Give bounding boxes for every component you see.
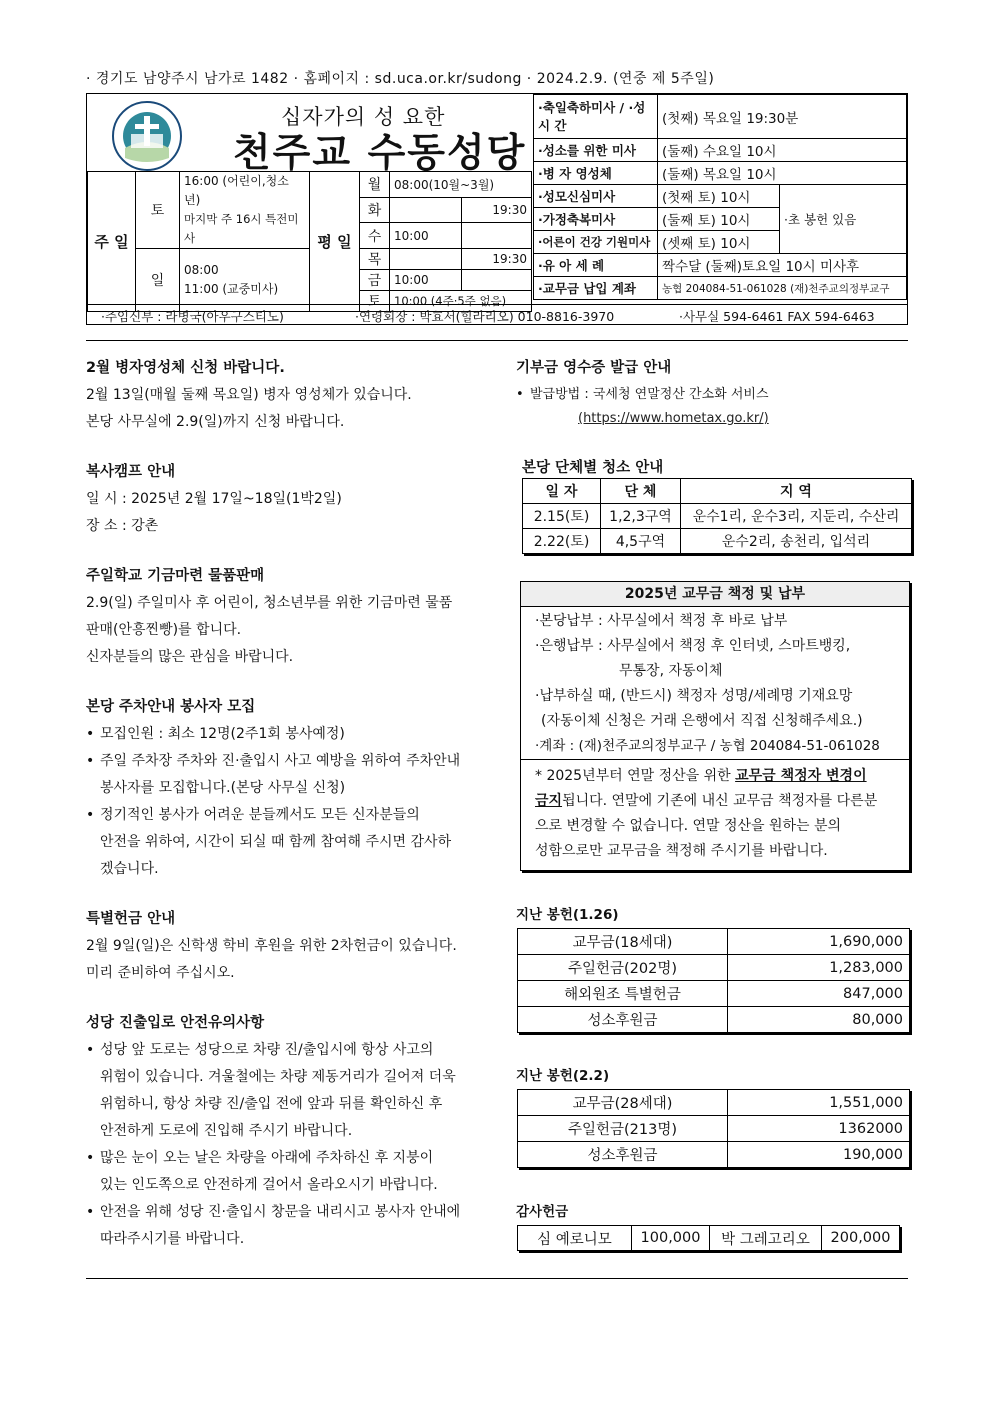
sun-label: 일	[136, 249, 180, 312]
special-offering-text-1: 2월 9일(일)은 신학생 학비 후원을 위한 2차헌금이 있습니다.	[86, 938, 457, 954]
clean-header-area: 지 역	[681, 479, 912, 504]
candle-note: ·초 봉헌 있음	[780, 185, 907, 254]
altar-camp-title: 복사캠프 안내	[86, 464, 176, 480]
sched-value-5: (둘째 토) 10시	[658, 208, 780, 231]
thanks-offering-title: 감사헌금	[516, 1204, 569, 1220]
sched-value-8: 농협 204084-51-061028 (재)천주교의정부교구	[658, 277, 907, 300]
altar-camp-date: 일 시 : 2025년 2월 17일~18일(1박2일)	[86, 491, 342, 507]
donor-name: 박 그레고리오	[710, 1226, 822, 1251]
sched-value-7: 짝수달 (둘째)토요일 10시 미사후	[658, 254, 907, 277]
clean-header-group: 단 체	[601, 479, 681, 504]
thu-pm: 19:30	[462, 249, 532, 270]
sched-value-2: (둘째) 수요일 10시	[658, 139, 907, 162]
mass-times-table	[87, 171, 532, 312]
header-address-line: · 경기도 남양주시 남가로 1482 · 홈페이지 : sd.uca.or.kr/sudong · 2024.2.9. (연중 제 5주일)	[86, 71, 715, 87]
offering-22-title: 지난 봉헌(2.2)	[516, 1068, 610, 1084]
day-wed: 수	[360, 223, 390, 249]
wed-am: 10:00	[390, 223, 462, 249]
donor-amount: 100,000	[632, 1226, 710, 1251]
table-row	[523, 529, 912, 554]
sat-time-2: 마지막 주 16시 특전미사	[184, 212, 299, 245]
sunday-label: 주 일	[88, 172, 136, 312]
wed-pm	[462, 223, 532, 249]
clean-cell: 4,5구역	[601, 529, 681, 554]
offering-label: 해외원조 특별헌금	[518, 981, 728, 1007]
day-mon: 월	[360, 172, 390, 198]
parking-bullet-1: • 모집인원 : 최소 12명(2주1회 봉사예정)	[86, 721, 486, 748]
tithe-note: * 2025년부터 연말 정산을 위한 교무금 책정자 변경이 금지됩니다. 연말에 기존에 내신 교무금 책정자를 다른분 으로 변경할 수 없습니다. 연말 정산을 원하는 분의 성함으로만 교무금을 책정해 주시기를 바랍니다.	[521, 759, 909, 866]
day-tue: 화	[360, 197, 390, 223]
sick-communion-text-1: 2월 13일(매월 둘째 목요일) 병자 영성체가 있습니다.	[86, 387, 412, 403]
offering-label: 성소후원금	[518, 1142, 728, 1168]
offering-amount: 190,000	[728, 1142, 910, 1168]
table-row	[518, 1007, 910, 1033]
parking-bullet-3: • 정기적인 봉사가 어려운 분들께서도 모든 신자분들의 안전을 위하여, 시간이 되실 때 함께 참여해 주시면 감사하 겠습니다.	[86, 802, 486, 883]
cleaning-table	[522, 478, 912, 554]
road-safety-bullet-2: • 많은 눈이 오는 날은 차량을 아래에 주차하신 후 지붕이 있는 인도쪽으로 안전하게 걸어서 올라오시기 바랍니다.	[86, 1145, 486, 1199]
fri-pm	[462, 270, 532, 291]
sick-communion-text-2: 본당 사무실에 2.9(일)까지 신청 바랍니다.	[86, 414, 345, 430]
clean-cell: 2.15(토)	[523, 504, 601, 529]
fundraiser-text-3: 신자분들의 많은 관심을 바랍니다.	[86, 649, 294, 665]
fundraiser-text-1: 2.9(일) 주일미사 후 어린이, 청소년부를 위한 기금마련 물품	[86, 595, 453, 611]
offering-126-title: 지난 봉헌(1.26)	[516, 907, 619, 923]
special-mass-schedule	[533, 94, 907, 300]
sun-time-2: 11:00 (교중미사)	[184, 282, 279, 296]
offering-label: 성소후원금	[518, 1007, 728, 1033]
receipt-method: • 발급방법 : 국세청 연말정산 간소화 서비스	[516, 382, 916, 408]
sched-label-4: ·성모신심미사	[534, 185, 658, 208]
office-info: ·사무실 594-6461 FAX 594-6463	[679, 309, 875, 324]
donor-amount: 200,000	[822, 1226, 900, 1251]
offering-amount: 1,551,000	[728, 1090, 910, 1116]
left-column	[86, 356, 486, 1253]
table-row	[518, 1090, 910, 1116]
offering-amount: 1362000	[728, 1116, 910, 1142]
president-info: ·연령회장 : 박효서(힐라리오) 010-8816-3970	[355, 309, 615, 324]
sched-label-7: ·유 아 세 례	[534, 254, 658, 277]
offering-label: 주일헌금(213명)	[518, 1116, 728, 1142]
cleaning-title: 본당 단체별 청소 안내	[522, 460, 664, 476]
road-safety-bullet-1: • 성당 앞 도로는 성당으로 차량 진/출입시에 항상 사고의 위험이 있습니다. 겨울철에는 차량 제동거리가 길어져 더욱 위험하니, 항상 차량 진/출입 전에 앞과 뒤를 확인하신 후 안전하게 도로에 진입해 주시기 바랍니다.	[86, 1037, 486, 1145]
sched-value-1: (첫째) 목요일 19:30분	[658, 95, 907, 139]
parish-title: 천주교 수동성당	[233, 130, 527, 176]
day-fri: 금	[360, 270, 390, 291]
offering-126-table	[517, 928, 910, 1033]
sched-label-3: ·병 자 영성체	[534, 162, 658, 185]
tithe-line-6: ·계좌 : (재)천주교의정부교구 / 농협 204084-51-061028	[535, 738, 880, 754]
clean-cell: 운수2리, 송천리, 입석리	[681, 529, 912, 554]
sat-time-1: 16:00 (어린이,청소년)	[184, 174, 289, 207]
sched-label-5: ·가정축복미사	[534, 208, 658, 231]
offering-amount: 1,283,000	[728, 955, 910, 981]
table-row	[518, 1226, 900, 1251]
sun-time-1: 08:00	[184, 263, 219, 277]
offering-amount: 847,000	[728, 981, 910, 1007]
clean-cell: 운수1리, 운수3리, 지둔리, 수산리	[681, 504, 912, 529]
offering-22-table	[517, 1089, 910, 1168]
table-row	[523, 504, 912, 529]
altar-camp-place: 장 소 : 강촌	[86, 518, 159, 534]
tithe-box	[520, 581, 910, 871]
mon-time: 08:00(10월~3월)	[390, 172, 532, 198]
right-column	[516, 356, 916, 430]
donor-name: 심 예로니모	[518, 1226, 632, 1251]
tue-pm: 19:30	[462, 197, 532, 223]
tithe-line-2: ·은행납부 : 사무실에서 책정 후 인터넷, 스마트뱅킹,	[535, 638, 851, 654]
tithe-line-3: 무통장, 자동이체	[619, 663, 723, 679]
offering-label: 교무금(18세대)	[518, 929, 728, 955]
clean-header-date: 일 자	[523, 479, 601, 504]
parish-subtitle: 십자가의 성 요한	[281, 105, 446, 129]
clean-cell: 1,2,3구역	[601, 504, 681, 529]
tithe-line-4: ·납부하실 때, (반드시) 책정자 성명/세례명 기재요망	[535, 688, 853, 704]
table-row	[518, 929, 910, 955]
sick-communion-title: 2월 병자영성체 신청 바랍니다.	[86, 360, 285, 376]
parking-bullet-2: • 주일 주차장 주차와 진·출입시 사고 예방을 위하여 주차안내 봉사자를 모집합니다.(본당 사무실 신청)	[86, 748, 486, 802]
weekday-label: 평 일	[310, 172, 360, 312]
divider-bottom	[86, 1278, 908, 1279]
parish-logo	[111, 100, 183, 172]
day-thu: 목	[360, 249, 390, 270]
tithe-line-5: (자동이체 신청은 거래 은행에서 직접 신청해주세요.)	[541, 713, 863, 729]
offering-label: 교무금(28세대)	[518, 1090, 728, 1116]
tithe-line-1: ·본당납부 : 사무실에서 책정 후 바로 납부	[535, 613, 788, 629]
tue-am	[390, 197, 462, 223]
divider-top	[86, 340, 908, 341]
sat-label: 토	[136, 172, 180, 249]
table-row	[518, 1116, 910, 1142]
thanks-offering-table	[517, 1225, 900, 1251]
tithe-title: 2025년 교무금 책정 및 납부	[521, 582, 909, 607]
offering-amount: 1,690,000	[728, 929, 910, 955]
sched-label-8: ·교무금 납입 계좌	[534, 277, 658, 300]
thu-am	[390, 249, 462, 270]
sched-value-4: (첫째 토) 10시	[658, 185, 780, 208]
table-row	[518, 1142, 910, 1168]
clean-cell: 2.22(토)	[523, 529, 601, 554]
table-row	[518, 955, 910, 981]
offering-label: 주일헌금(202명)	[518, 955, 728, 981]
road-safety-bullet-3: • 안전을 위해 성당 진·출입시 창문을 내리시고 봉사자 안내에 따라주시기를 바랍니다.	[86, 1199, 486, 1253]
special-offering-title: 특별헌금 안내	[86, 911, 176, 927]
sched-value-3: (둘째) 목요일 10시	[658, 162, 907, 185]
sched-value-6: (셋째 토) 10시	[658, 231, 780, 254]
sat-weekday-time: 10:00 (4주·5주 없음)	[390, 291, 532, 312]
pastor-info: ·주임신부 : 라병국(아우구스티노)	[101, 309, 284, 324]
road-safety-title: 성당 진출입로 안전유의사항	[86, 1015, 265, 1031]
fundraiser-title: 주일학교 기금마련 물품판매	[86, 568, 265, 584]
sched-label-1: ·축일축하미사 / ·성 시 간	[534, 95, 658, 139]
table-row	[518, 981, 910, 1007]
sched-label-6: ·어른이 건강 기원미사	[534, 231, 658, 254]
bulletin-header	[86, 93, 908, 325]
fri-am: 10:00	[390, 270, 462, 291]
parking-volunteer-title: 본당 주차안내 봉사자 모집	[86, 699, 256, 715]
special-offering-text-2: 미리 준비하여 주십시오.	[86, 965, 235, 981]
fundraiser-text-2: 판매(안흥찐빵)를 합니다.	[86, 622, 242, 638]
contact-line	[87, 304, 907, 324]
receipt-title: 기부금 영수증 발급 안내	[516, 360, 672, 376]
offering-amount: 80,000	[728, 1007, 910, 1033]
day-sat: 토	[360, 291, 390, 312]
sched-label-2: ·성소를 위한 미사	[534, 139, 658, 162]
hometax-link[interactable]: (https://www.hometax.go.kr/)	[578, 411, 769, 426]
